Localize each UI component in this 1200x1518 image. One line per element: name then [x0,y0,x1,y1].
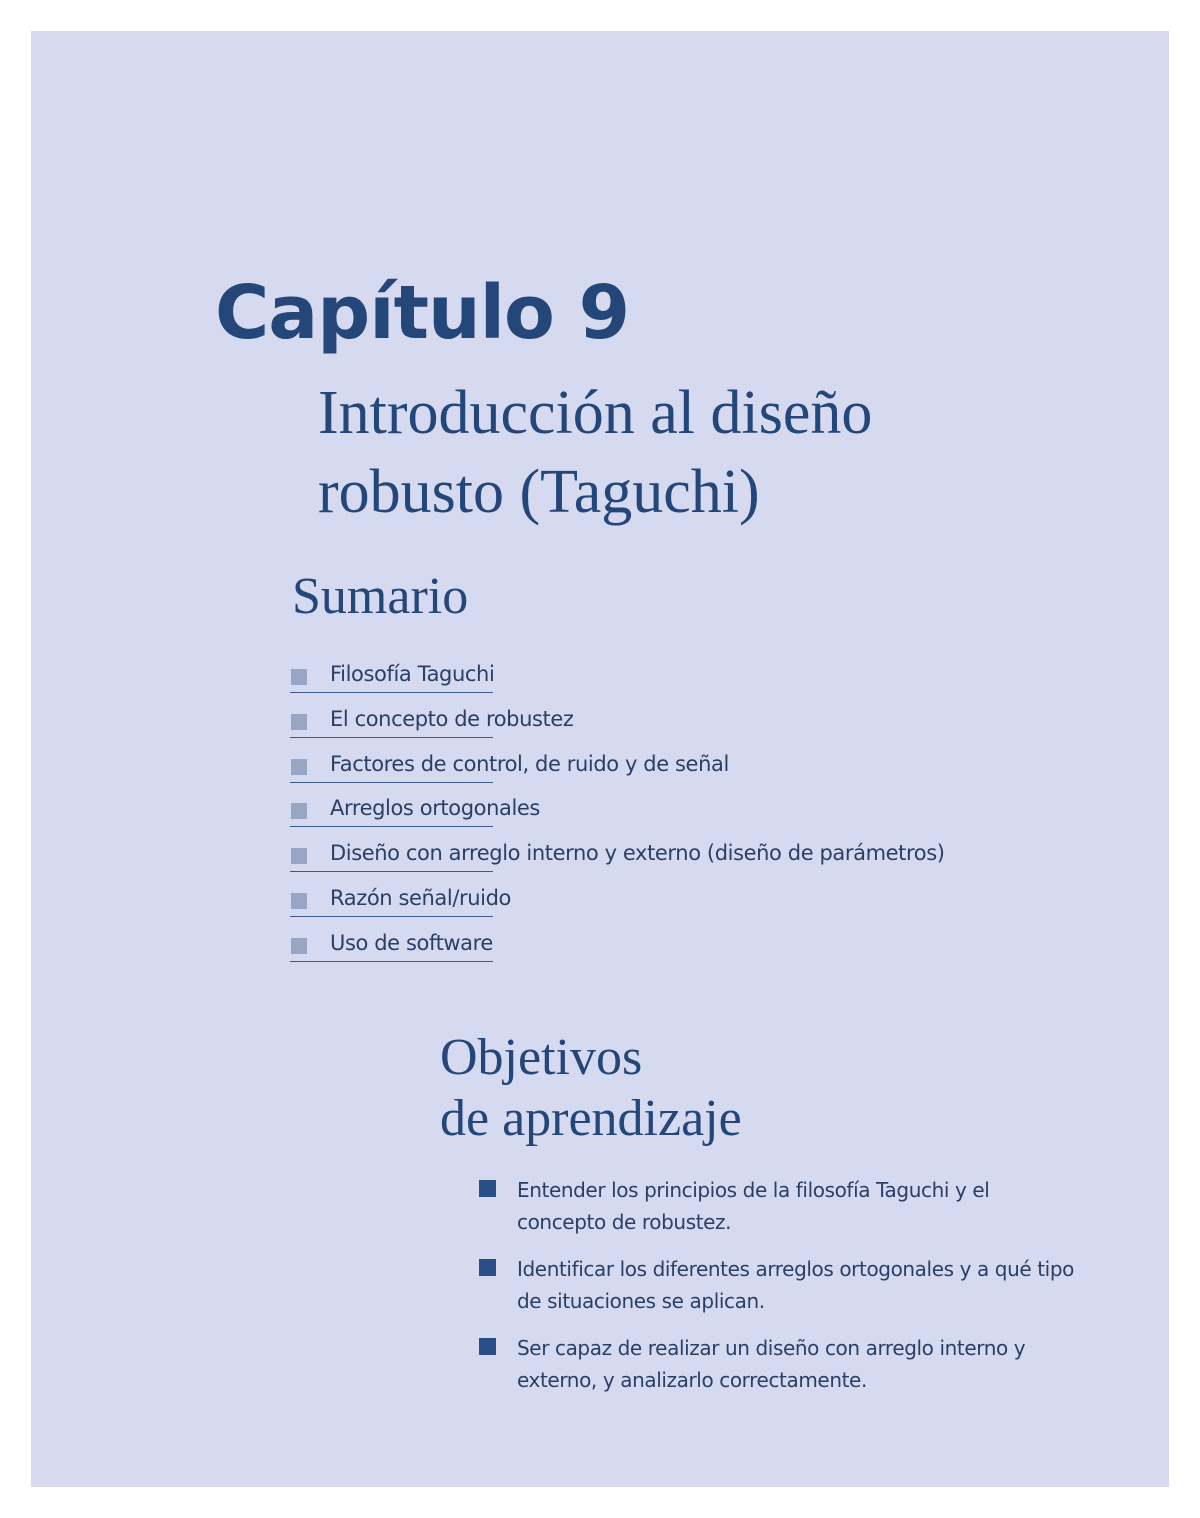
square-bullet-icon [291,848,307,864]
sumario-item-label: Uso de software [330,930,493,955]
square-bullet-icon [291,714,307,730]
objetivo-text [517,1174,1077,1238]
objetivos-heading-line-1: Objetivos [440,1029,643,1086]
square-bullet-icon [291,938,307,954]
square-bullet-icon [291,669,307,685]
objetivo-text-line: Identificar los diferentes arreglos ortogonales y a qué tipo [517,1257,1074,1281]
sumario-item-label: El concepto de robustez [330,706,574,731]
chapter-title [318,374,872,532]
objetivo-text [517,1253,1077,1317]
sumario-item-underline [290,916,493,917]
sumario-item-underline [290,961,493,962]
objetivo-text [517,1332,1077,1396]
square-bullet-icon [479,1180,496,1197]
objetivos-list [478,1172,1078,1409]
sumario-item-underline [290,782,493,783]
objetivo-item [478,1330,1078,1409]
sumario-item-underline [290,871,493,872]
sumario-item-label: Filosofía Taguchi [330,662,495,686]
sumario-item-underline [290,692,493,693]
objetivo-text-line: concepto de robustez. [517,1210,732,1234]
objetivo-text-line: Ser capaz de realizar un diseño con arreglo interno y [517,1336,1026,1360]
square-bullet-icon [291,759,307,775]
objetivos-heading-line-2: de aprendizaje [440,1090,742,1147]
chapter-title-line-2: robusto (Taguchi) [318,458,760,526]
sumario-item-label: Razón señal/ruido [330,885,511,910]
chapter-title-line-1: Introducción al diseño [318,379,873,447]
objetivo-text-line: externo, y analizarlo correctamente. [517,1368,867,1392]
sumario-item-underline [290,737,493,738]
objetivos-heading [440,1027,742,1149]
square-bullet-icon [479,1338,496,1355]
sumario-item-label: Arreglos ortogonales [330,796,540,821]
sumario-item-underline [290,826,493,827]
square-bullet-icon [291,893,307,909]
objetivo-text-line: Entender los principios de la filosofía Taguchi y el [517,1178,990,1202]
objetivo-text-line: de situaciones se aplican. [517,1289,765,1313]
square-bullet-icon [291,803,307,819]
sumario-heading: Sumario [292,568,469,625]
objetivo-item [478,1251,1078,1330]
sumario-item-label: Diseño con arreglo interno y externo (diseño de parámetros) [330,841,945,866]
square-bullet-icon [479,1259,496,1276]
chapter-heading: Capítulo 9 [215,270,630,356]
objetivo-item [478,1172,1078,1251]
sumario-item-label: Factores de control, de ruido y de señal [330,751,729,776]
